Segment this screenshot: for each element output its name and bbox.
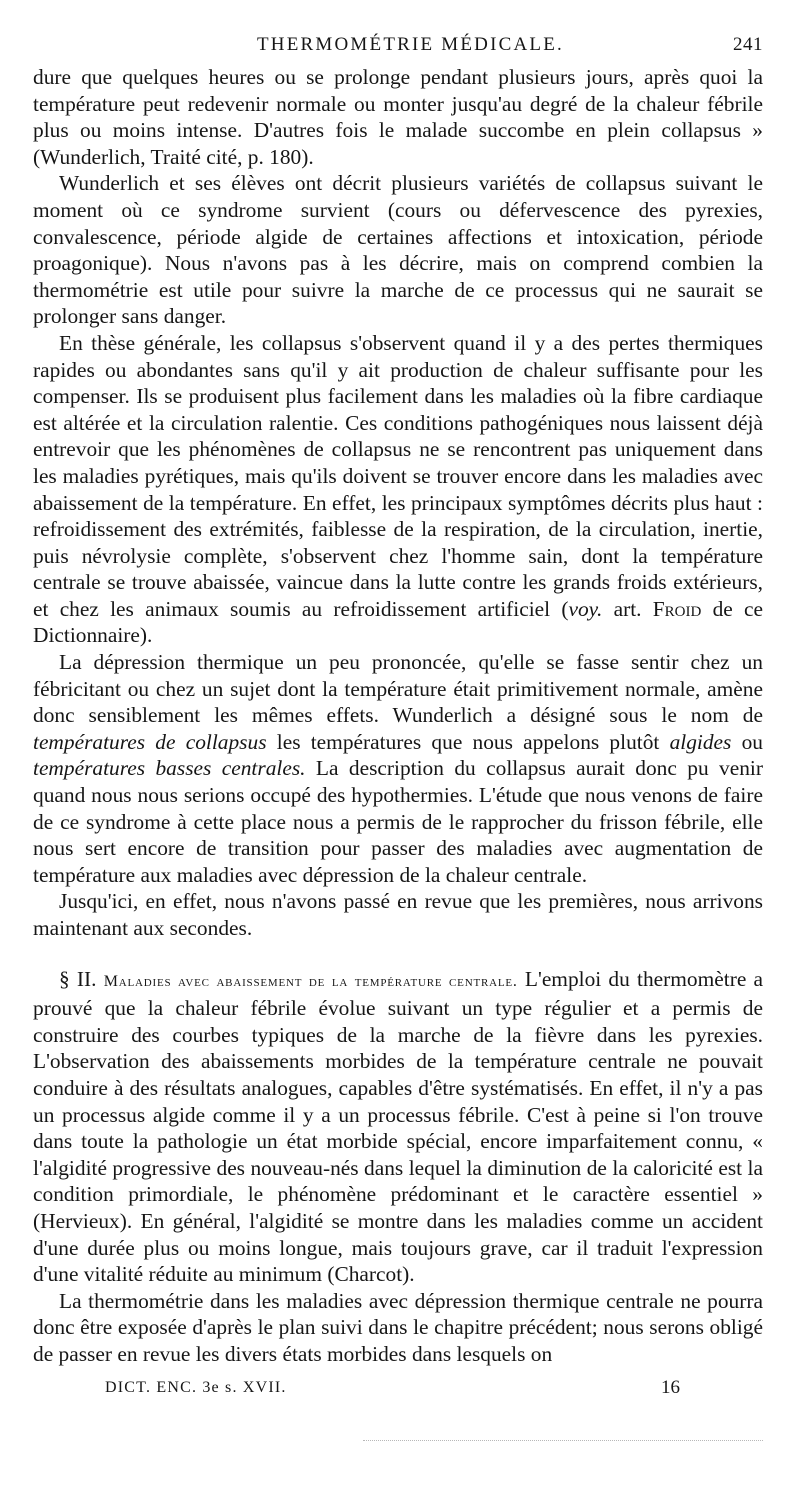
paragraph-3-text-a: En thèse générale, les collapsus s'observent quand il y a des pertes thermiques rapides ou abondantes sans qu'il y ait production de chaleur suffisante pour les compenser. Ils se produisent plus facilement dans les maladies où la fibre cardiaque est altérée et la circulation ralentie. Ces conditions pathogéniques nous laissent déjà entrevoir que les phénomènes de collapsus ne se rencontrent pas uniquement dans les maladies pyrétiques, mais qu'ils doivent se trouver encore dans les maladies avec abaissement de la température. En effet, les principaux symptômes décrits plus haut : refroidissement des extrémités, faiblesse de la respiration, de la circulation, inertie, puis névrolysie complète, s'observent chez l'homme sain, dont la température centrale se trouve abaissée, vaincue dans la lutte contre les grands froids extérieurs, et chez les animaux soumis au refroidissement artificiel ( [33, 330, 763, 621]
body-text [33, 64, 763, 1368]
paragraph-4-text-b: les températures que nous appelons plutôt [266, 729, 670, 754]
paragraph-3 [33, 330, 763, 649]
section-mark: § II. [59, 966, 97, 991]
section-2-paragraph-2: La thermométrie dans les maladies avec dépression thermique centrale ne pourra donc être exposée d'après le plan suivi dans le chapitre précédent; nous serons obligé de passer en revue les divers états morbides dans lesquels on [33, 1288, 763, 1366]
froid-article-ref: Froid [652, 596, 702, 621]
section-gap [33, 942, 763, 966]
paragraph-4 [33, 649, 763, 888]
section-2-paragraph [33, 966, 763, 1288]
page [33, 30, 764, 1398]
footer [33, 1376, 763, 1400]
voy-abbrev: voy. [568, 596, 603, 621]
paragraph-1: dure que quelques heures ou se prolonge pendant plusieurs jours, après quoi la température peut redevenir normale ou monter jusqu'au degré de la chaleur fébrile plus ou moins intense. D'autres fois le malade succombe en plein collapsus » (Wunderlich, Traité cité, p. 180). [33, 65, 763, 169]
paragraph-4-text-d: La description du collapsus aurait donc pu venir quand nous nous serions occupé des hypothermies. L'étude que nous venons de faire de ce syndrome à cette place nous a permis de le rapprocher du frisson fébrile, elle nous sert encore de transition pour passer des maladies avec augmentation de température aux maladies avec dépression de la chaleur centrale. [33, 756, 763, 887]
paragraph-3-text-b: art. [602, 596, 653, 621]
paragraph-4-text-c: ou [731, 729, 763, 754]
bottom-rule [363, 1440, 763, 1441]
section-2-text: L'emploi du thermomètre a prouvé que la chaleur fébrile évolue suivant un type régulier et a permis de construire des courbes typiques de la marche de la fièvre dans les pyrexies. L'observation des abaissements morbides de la température centrale ne pouvait conduire à des résultats analogues, capables d'être systématisés. En effet, il n'y a pas un processus algide comme il y a un processus fébrile. C'est à peine si l'on trouve dans toute la pathologie un état morbide spécial, encore imparfaitement connu, « l'algidité progressive des nouveau-nés dans lequel la diminution de la caloricité est la condition primordiale, le phénomène prédominant et le caractère essentiel » (Hervieux). En général, l'algidité se montre dans les maladies comme un accident d'une durée plus ou moins longue, mais toujours grave, car il traduit l'expression d'une vitalité réduite au minimum (Charcot). [33, 966, 764, 1287]
paragraph-4-text-a: La dépression thermique un peu prononcée, qu'elle se fasse sentir chez un fébricitant ou chez un sujet dont la température était primitivement normale, amène donc sensiblement les mêmes effets. Wunderlich a désigné sous le nom de [33, 650, 763, 728]
paragraph-3-text-c: de ce Dictionnaire). [33, 596, 764, 648]
running-title: THERMOMÉTRIE MÉDICALE. [257, 34, 564, 55]
signature-mark: DICT. ENC. 3e s. XVII. [105, 1379, 287, 1396]
running-head [33, 30, 763, 60]
paragraph-2: Wunderlich et ses élèves ont décrit plusieurs variétés de collapsus suivant le moment où ce syndrome survient (cours ou défervescence des pyrexies, convalescence, période algide de certaines affections et intoxication, période proagonique). Nous n'avons pas à les décrire, mais on comprend combien la thermométrie est utile pour suivre la marche de ce processus qui ne saurait se prolonger sans danger. [33, 171, 763, 329]
section-heading: Maladies avec abaissement de la température centrale. [103, 972, 518, 990]
term-collapsus: températures de collapsus [33, 729, 267, 754]
page-number: 241 [733, 34, 763, 55]
paragraph-5: Jusqu'ici, en effet, nous n'avons passé en revue que les premières, nous arrivons maintenant aux secondes. [33, 889, 763, 940]
term-algides: algides [669, 729, 732, 754]
sheet-number: 16 [661, 1377, 680, 1398]
term-basses-centrales: températures basses centrales. [33, 756, 306, 781]
